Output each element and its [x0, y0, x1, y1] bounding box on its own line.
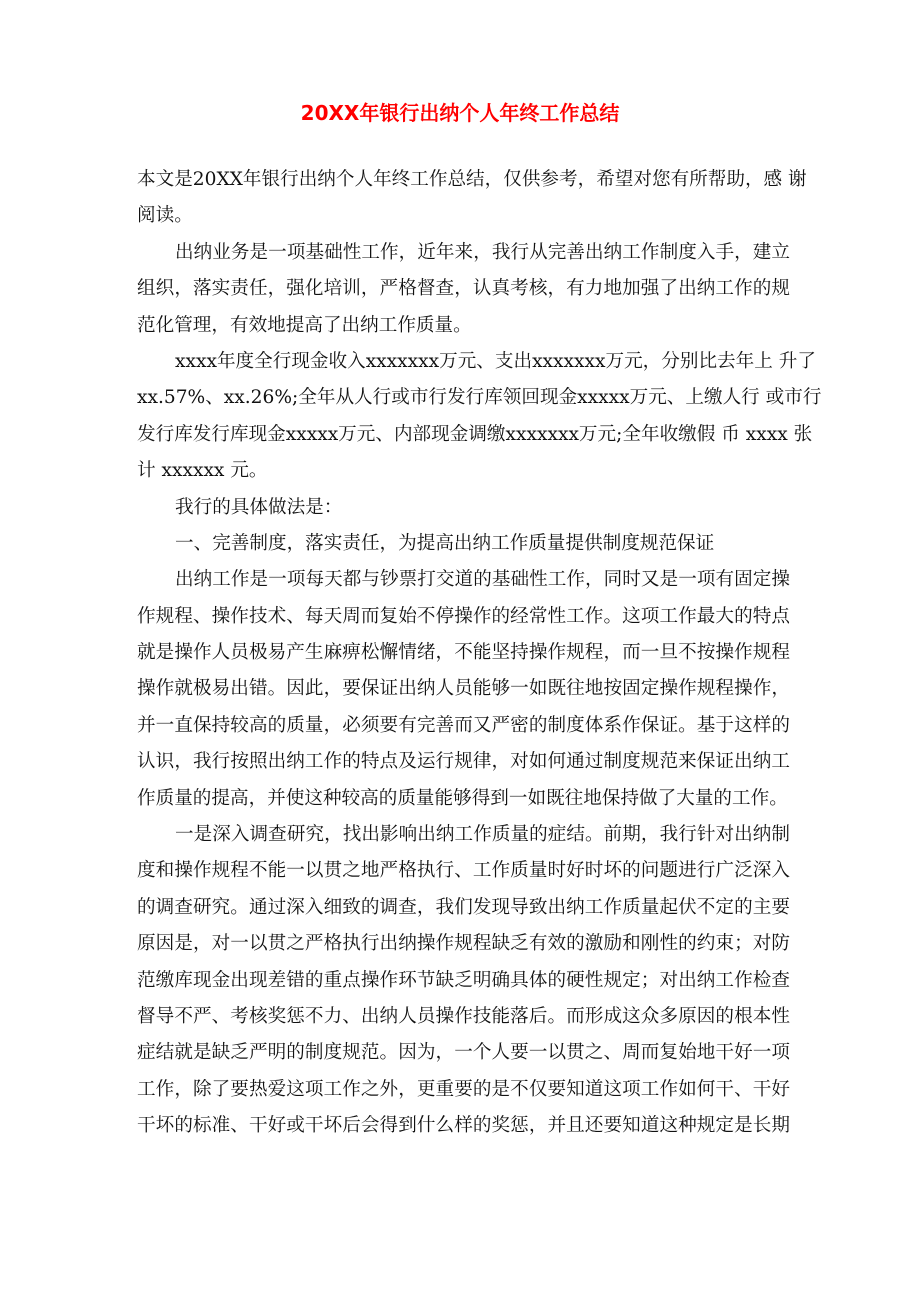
- paragraph: [137, 235, 790, 344]
- paragraph: [137, 490, 790, 526]
- text-line: 计 xxxxxx 元。: [137, 460, 268, 482]
- text-line: 的调查研究。通过深入细致的调查，我们发现导致出纳工作质量起伏不定的主要: [137, 896, 790, 918]
- text-line: 操作就极易出错。因此，要保证出纳人员能够一如既往地按固定操作规程操作，: [137, 678, 790, 700]
- text-line: 组织，落实责任，强化培训，严格督查，认真考核，有力地加强了出纳工作的规: [137, 278, 790, 300]
- text-line: 并一直保持较高的质量，必须要有完善而又严密的制度体系作保证。基于这样的: [137, 714, 790, 736]
- text-line: 认识，我行按照出纳工作的特点及运行规律，对如何通过制度规范来保证出纳工: [137, 751, 790, 773]
- text-line: 发行库发行库现金xxxxx万元、内部现金调缴xxxxxxx万元;全年收缴假 币 xxxx 张: [137, 423, 813, 445]
- text-line: 症结就是缺乏严明的制度规范。因为，一个人要一以贯之、周而复始地干好一项: [137, 1042, 790, 1064]
- document-title: 20XX年银行出纳个人年终工作总结: [300, 101, 620, 125]
- text-line: 范缴库现金出现差错的重点操作环节缺乏明确具体的硬性规定；对出纳工作检查: [137, 969, 790, 991]
- text-line: 度和操作规程不能一以贯之地严格执行、工作质量时好时坏的问题进行广泛深入: [137, 860, 790, 882]
- text-line: 阅读。: [137, 205, 193, 227]
- text-line: 出纳工作是一项每天都与钞票打交道的基础性工作，同时又是一项有固定操: [175, 569, 790, 591]
- text-line: 原因是，对一以贯之严格执行出纳操作规程缺乏有效的激励和刚性的约束；对防: [137, 933, 790, 955]
- text-line: 干坏的标准、干好或干坏后会得到什么样的奖惩，并且还要知道这种规定是长期: [137, 1115, 790, 1137]
- text-line: 一、完善制度，落实责任，为提高出纳工作质量提供制度规范保证: [175, 532, 715, 554]
- text-line: 出纳业务是一项基础性工作，近年来，我行从完善出纳工作制度入手，建立: [175, 241, 790, 263]
- paragraph: [137, 526, 790, 562]
- text-line: 工作，除了要热爱这项工作之外，更重要的是不仅要知道这项工作如何干、干好: [137, 1078, 790, 1100]
- text-line: 督导不严、考核奖惩不力、出纳人员操作技能落后。而形成这众多原因的根本性: [137, 1005, 790, 1027]
- text-line: 就是操作人员极易产生麻痹松懈情绪，不能坚持操作规程，而一旦不按操作规程: [137, 642, 790, 664]
- text-line: xxxx年度全行现金收入xxxxxxx万元、支出xxxxxxx万元，分别比去年上 升了: [175, 350, 816, 372]
- paragraph: [137, 817, 790, 1145]
- paragraph: [137, 162, 807, 235]
- text-line: 本文是20XX年银行出纳个人年终工作总结，仅供参考，希望对您有所帮助，感 谢: [137, 169, 807, 190]
- text-line: 作规程、操作技术、每天周而复始不停操作的经常性工作。这项工作最大的特点: [137, 605, 790, 627]
- document-body: [137, 162, 822, 1145]
- text-line: 我行的具体做法是：: [175, 496, 343, 518]
- text-line: xx.57%、xx.26%;全年从人行或市行发行库领回现金xxxxx万元、上缴人行 或市行: [137, 387, 822, 409]
- paragraph: [137, 562, 790, 817]
- paragraph: [137, 344, 822, 490]
- text-line: 范化管理，有效地提高了出纳工作质量。: [137, 314, 472, 336]
- text-line: 作质量的提高，并使这种较高的质量能够得到一如既往地保持做了大量的工作。: [137, 787, 788, 809]
- text-line: 一是深入调查研究，找出影响出纳工作质量的症结。前期，我行针对出纳制: [175, 824, 790, 846]
